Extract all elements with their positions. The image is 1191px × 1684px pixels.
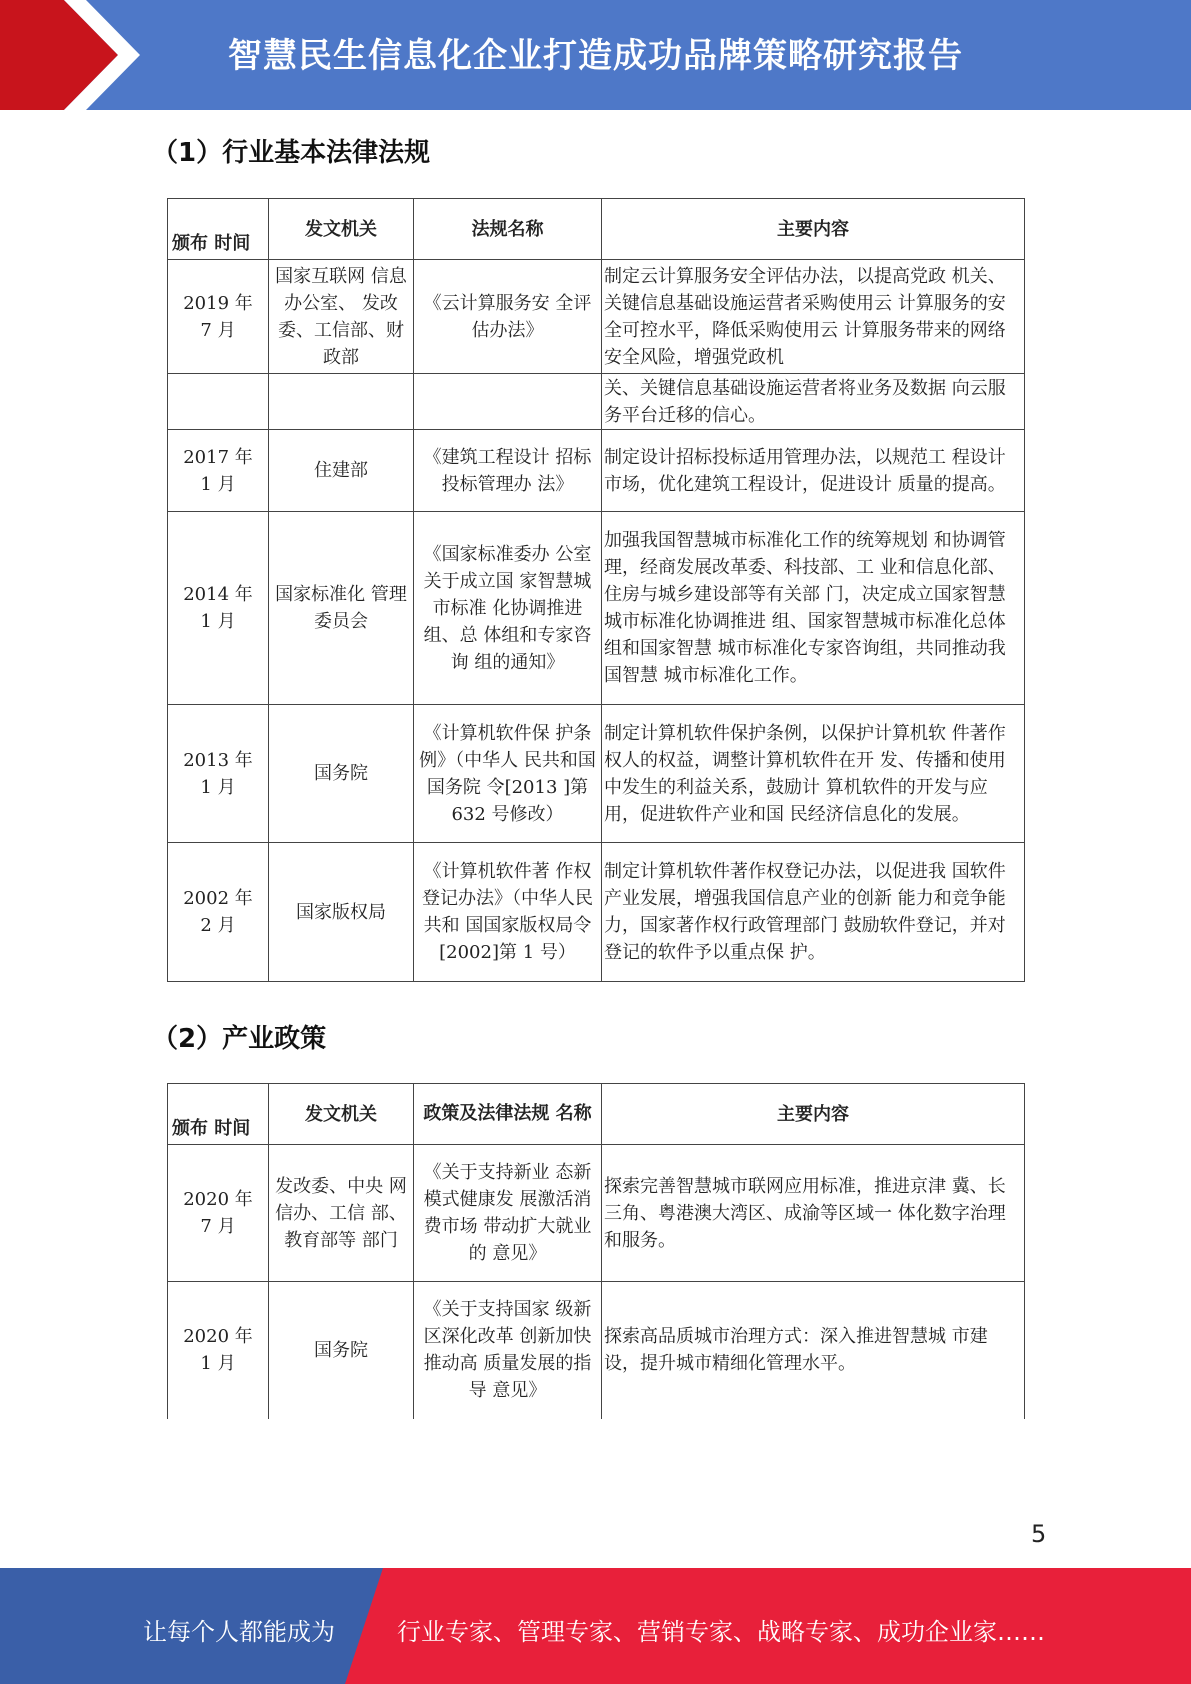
header-content: 主要内容 [602,199,1025,260]
header-time: 颁布 时间 [168,1084,269,1145]
cell-time-text: 2019 年 7 月 [183,292,253,341]
cell-name: 《计算机软件保 护条例》（中华人 民共和国国务院 令[2013 ]第 632 号修改） [414,705,602,843]
table-row [168,843,1025,982]
table-row [168,374,1025,430]
cell-time-text: 2002 年 2 月 [183,888,253,936]
policy-table [167,1083,1025,1419]
cell-time-text: 2020 年 7 月 [183,1189,253,1237]
cell-content: 关、关键信息基础设施运营者将业务及数据 向云服务平台迁移的信心。 [602,374,1025,430]
table-row [168,430,1025,512]
report-title: 智慧民生信息化企业打造成功品牌策略研究报告 [228,36,963,76]
cell-time [168,260,269,374]
cell-name: 《建筑工程设计 招标投标管理办 法》 [414,430,602,512]
header-content: 主要内容 [602,1084,1025,1145]
cell-content: 探索完善智慧城市联网应用标准，推进京津 冀、长三角、粤港澳大湾区、成渝等区域一 体化数字治理和服务。 [602,1145,1025,1282]
table-header-row [168,1084,1025,1145]
table-row [168,512,1025,705]
cell-org: 国务院 [269,1282,414,1419]
cell-time-text: 2014 年 1 月 [183,584,253,632]
table-row [168,260,1025,374]
cell-time [168,843,269,982]
header-org: 发文机关 [269,1084,414,1145]
table-row [168,705,1025,843]
page-header [0,0,1191,110]
table-row [168,1282,1025,1419]
cell-name: 《计算机软件著 作权登记办法》（中华人民共和 国国家版权局令 [2002]第 1 号） [414,843,602,982]
cell-org [269,374,414,430]
header-time: 颁布 时间 [168,199,269,260]
cell-org: 发改委、中央 网信办、工信 部、教育部等 部门 [269,1145,414,1282]
cell-content: 制定计算机软件著作权登记办法，以促进我 国软件产业发展，增强我国信息产业的创新 能力和竞争能力，国家著作权行政管理部门 鼓励软件登记，并对登记的软件予以重点保 护。 [602,843,1025,982]
cell-time-text: 2017 年 1 月 [183,446,253,495]
cell-name [414,374,602,430]
cell-time [168,512,269,705]
cell-content: 加强我国智慧城市标准化工作的统筹规划 和协调管理，经商发展改革委、科技部、工 业和信息化部、住房与城乡建设部等有关部 门，决定成立国家智慧城市标准化协调推进 组、国家智慧城市标准化总体组和国家智慧 城市标准化专家咨询组，共同推动我国智慧 城市标准化工作。 [602,512,1025,705]
header-arrow-decoration [0,0,150,110]
cell-name: 《关于支持新业 态新模式健康发 展激活消费市场 带动扩大就业的 意见》 [414,1145,602,1282]
header-name: 政策及法律法规 名称 [414,1084,602,1145]
cell-time [168,374,269,430]
cell-name: 《关于支持国家 级新区深化改革 创新加快推动高 质量发展的指导 意见》 [414,1282,602,1419]
cell-time [168,1282,269,1419]
header-name: 法规名称 [414,199,602,260]
cell-org: 国家标准化 管理委员会 [269,512,414,705]
section-2-title: （2）产业政策 [152,1024,327,1054]
table-header-row [168,199,1025,260]
cell-content: 制定云计算服务安全评估办法，以提高党政 机关、关键信息基础设施运营者采购使用云 计算服务的安全可控水平，降低采购使用云 计算服务带来的网络安全风险，增强党政机 [602,260,1025,374]
cell-name: 《国家标准委办 公室关于成立国 家智慧城市标准 化协调推进组、总 体组和专家咨询 组的通知》 [414,512,602,705]
header-org: 发文机关 [269,199,414,260]
cell-time [168,1145,269,1282]
cell-time [168,430,269,512]
section-1-title: （1）行业基本法律法规 [152,138,431,168]
cell-content: 制定计算机软件保护条例，以保护计算机软 件著作权人的权益，调整计算机软件在开 发、传播和使用中发生的利益关系，鼓励计 算机软件的开发与应用，促进软件产业和国 民经济信息化的发展。 [602,705,1025,843]
cell-content: 制定设计招标投标适用管理办法，以规范工 程设计市场，优化建筑工程设计，促进设计 质量的提高。 [602,430,1025,512]
laws-table [167,198,1025,982]
page-number: 5 [1031,1520,1047,1548]
cell-time [168,705,269,843]
cell-time-text: 2020 年 1 月 [183,1326,253,1375]
cell-org: 住建部 [269,430,414,512]
cell-time-text: 2013 年 1 月 [183,749,253,798]
cell-org: 国务院 [269,705,414,843]
cell-name: 《云计算服务安 全评估办法》 [414,260,602,374]
footer-slogan-left: 让每个人都能成为 [143,1618,335,1646]
footer-slogan-right: 行业专家、管理专家、营销专家、战略专家、成功企业家…… [397,1618,1045,1646]
cell-content: 探索高品质城市治理方式：深入推进智慧城 市建设，提升城市精细化管理水平。 [602,1282,1025,1419]
cell-org: 国家版权局 [269,843,414,982]
table-row [168,1145,1025,1282]
cell-org: 国家互联网 信息办公室、 发改委、工信部、财政部 [269,260,414,374]
